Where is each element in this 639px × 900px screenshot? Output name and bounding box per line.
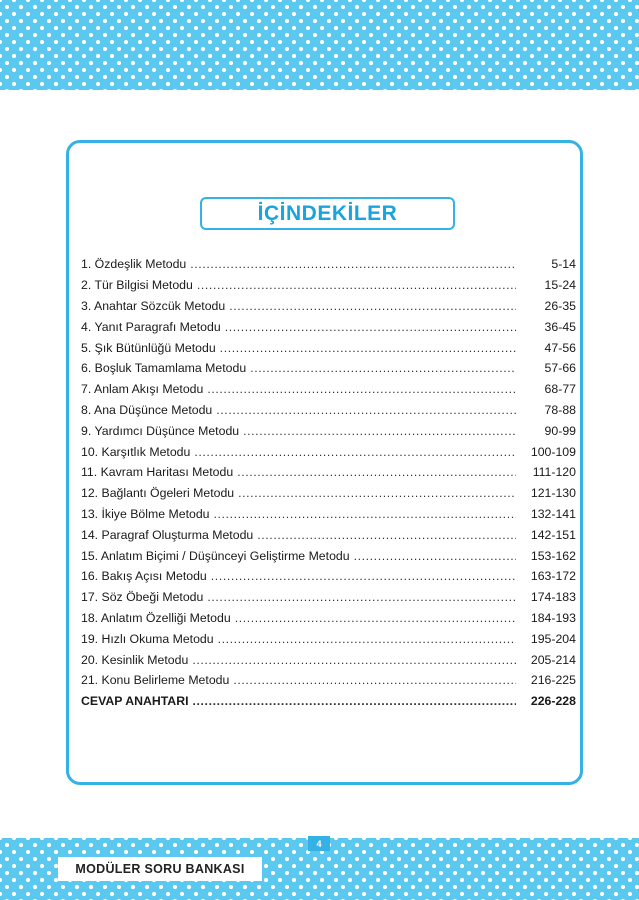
toc-row (81, 316, 576, 337)
toc-row (81, 441, 576, 462)
toc-entry-label: 7. Anlam Akışı Metodu (81, 382, 204, 397)
toc-entry-pages: 5-14 (551, 257, 576, 272)
toc-entry-pages: 205-214 (530, 652, 576, 667)
dot-leader (237, 465, 516, 479)
dot-leader (207, 590, 516, 604)
toc-entry-pages: 184-193 (530, 610, 576, 625)
top-dotted-band (0, 0, 639, 90)
dot-leader (225, 320, 516, 334)
toc-row (81, 524, 576, 545)
dot-leader (233, 673, 516, 687)
toc-entry-pages: 142-151 (530, 527, 576, 542)
dot-leader (190, 257, 516, 271)
toc-entry-label: 20. Kesinlik Metodu (81, 652, 189, 667)
toc-entry-label: 6. Boşluk Tamamlama Metodu (81, 361, 247, 376)
toc-entry-label: 16. Bakış Açısı Metodu (81, 569, 207, 584)
dot-leader (238, 486, 516, 500)
dot-leader (193, 694, 517, 708)
toc-entry-label: 9. Yardımcı Düşünce Metodu (81, 423, 240, 438)
toc-entry-pages: 195-204 (530, 631, 576, 646)
toc-entry-pages: 26-35 (544, 298, 576, 313)
toc-entry-label: 3. Anahtar Sözcük Metodu (81, 298, 226, 313)
toc-entry-pages: 121-130 (530, 486, 576, 501)
toc-row (81, 483, 576, 504)
toc-row (81, 254, 576, 275)
toc-row (81, 420, 576, 441)
toc-entry-label: 17. Söz Öbeği Metodu (81, 590, 204, 605)
toc-row (81, 608, 576, 629)
dot-leader (207, 382, 516, 396)
dot-leader (192, 653, 516, 667)
toc-row (81, 545, 576, 566)
toc-entry-label: 1. Özdeşlik Metodu (81, 257, 187, 272)
toc-entry-label: 14. Paragraf Oluşturma Metodu (81, 527, 254, 542)
dot-leader (257, 528, 516, 542)
toc-entry-label: 10. Karşıtlık Metodu (81, 444, 191, 459)
dot-leader (216, 403, 516, 417)
toc-row (81, 337, 576, 358)
toc-row (81, 628, 576, 649)
toc-entry-label: 8. Ana Düşünce Metodu (81, 402, 213, 417)
toc-entry-pages: 111-120 (532, 465, 576, 480)
page-title: İÇİNDEKİLER (257, 201, 398, 225)
footer-book-title: MODÜLER SORU BANKASI (58, 857, 262, 881)
toc-entry-label: 15. Anlatım Biçimi / Düşünceyi Geliştirme Metodu (81, 548, 350, 563)
toc-entry-pages: 78-88 (544, 402, 576, 417)
toc-entry-label: 13. İkiye Bölme Metodu (81, 506, 210, 521)
toc-entry-label: 18. Anlatım Özelliği Metodu (81, 610, 231, 625)
toc-entry-label: CEVAP ANAHTARI (81, 694, 189, 709)
toc-row (81, 670, 576, 691)
toc-entry-pages: 36-45 (544, 319, 576, 334)
toc-entry-label: 21. Konu Belirleme Metodu (81, 673, 230, 688)
toc-row (81, 649, 576, 670)
dot-leader (354, 549, 516, 563)
toc-entry-label: 2. Tür Bilgisi Metodu (81, 278, 193, 293)
toc-entry-pages: 90-99 (544, 423, 576, 438)
page-number: 4 (308, 836, 330, 851)
toc-row (81, 587, 576, 608)
toc-row (81, 358, 576, 379)
toc-entry-label: 5. Şık Bütünlüğü Metodu (81, 340, 216, 355)
toc-row (81, 691, 576, 712)
title-box (200, 197, 455, 230)
dot-leader (243, 424, 516, 438)
table-of-contents (81, 254, 576, 712)
dot-leader (194, 445, 516, 459)
toc-entry-pages: 57-66 (544, 361, 576, 376)
toc-row (81, 504, 576, 525)
toc-entry-pages: 100-109 (530, 444, 576, 459)
toc-entry-label: 11. Kavram Haritası Metodu (81, 465, 234, 480)
toc-entry-pages: 216-225 (530, 673, 576, 688)
toc-entry-pages: 68-77 (544, 382, 576, 397)
toc-entry-pages: 153-162 (530, 548, 576, 563)
dot-leader (214, 507, 517, 521)
toc-entry-pages: 174-183 (530, 590, 576, 605)
toc-entry-pages: 163-172 (530, 569, 576, 584)
dot-leader (250, 361, 516, 375)
toc-row (81, 462, 576, 483)
toc-row (81, 379, 576, 400)
toc-row (81, 400, 576, 421)
toc-row (81, 275, 576, 296)
toc-entry-label: 4. Yanıt Paragrafı Metodu (81, 319, 221, 334)
toc-entry-label: 12. Bağlantı Ögeleri Metodu (81, 486, 235, 501)
toc-entry-label: 19. Hızlı Okuma Metodu (81, 631, 214, 646)
toc-entry-pages: 15-24 (544, 278, 576, 293)
toc-entry-pages: 47-56 (544, 340, 576, 355)
toc-entry-pages: 226-228 (530, 694, 576, 709)
dot-leader (220, 341, 516, 355)
dot-leader (229, 299, 516, 313)
dot-leader (218, 632, 516, 646)
toc-row (81, 566, 576, 587)
toc-entry-pages: 132-141 (530, 506, 576, 521)
dot-leader (235, 611, 516, 625)
dot-leader (211, 569, 516, 583)
dot-leader (197, 278, 516, 292)
toc-row (81, 296, 576, 317)
